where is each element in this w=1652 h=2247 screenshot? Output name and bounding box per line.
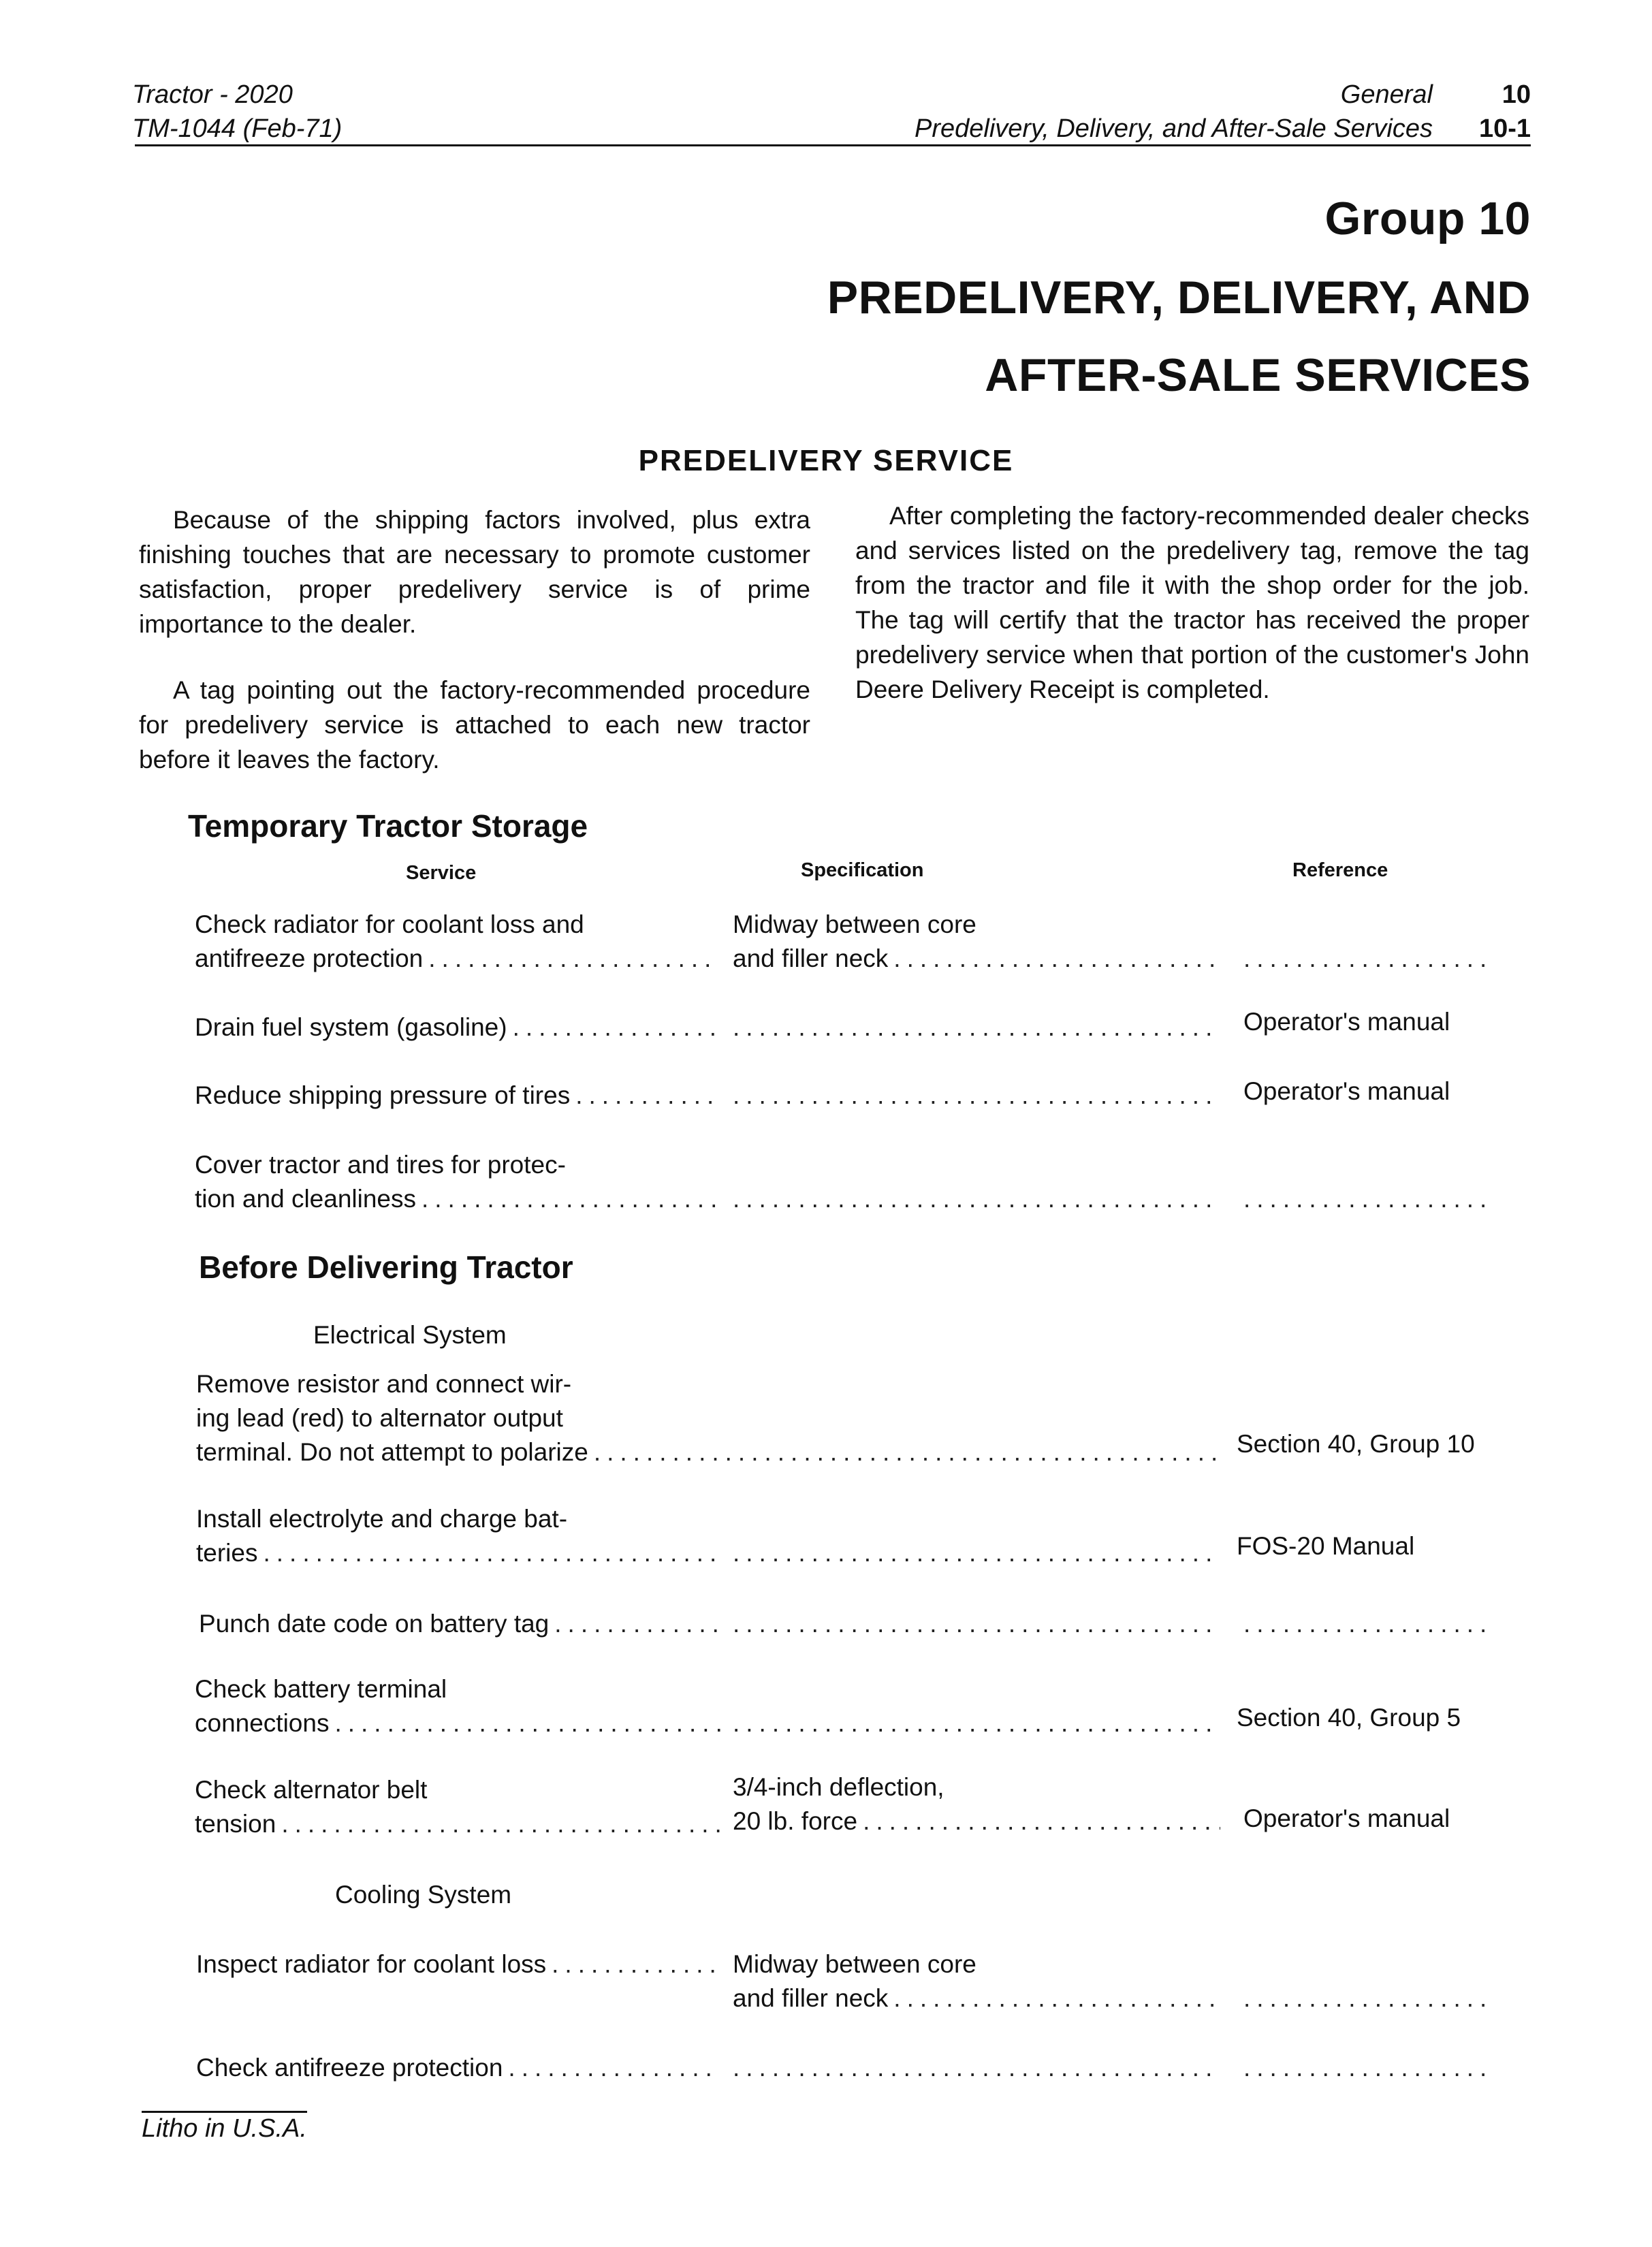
dot-leader — [513, 1010, 719, 1045]
reference-text: Operator's manual — [1243, 1077, 1450, 1105]
dot-leader — [893, 942, 1220, 976]
spec-text: 3/4-inch deflection, — [733, 1773, 944, 1801]
subheading-before-delivering: Before Delivering Tractor — [199, 1249, 573, 1285]
service-text: tension — [195, 1810, 276, 1838]
column-header-reference: Reference — [1292, 859, 1388, 881]
predelivery-paragraph-2: A tag pointing out the factory-recommended procedure for predelivery service is attached to each new tractor before it leaves the factory. — [139, 676, 810, 774]
dot-leader — [508, 2051, 720, 2085]
table-row-spec — [733, 1182, 1220, 1216]
dot-leader — [554, 1607, 720, 1641]
predelivery-right-column — [855, 498, 1529, 707]
header-section-name: General — [1340, 80, 1433, 109]
dot-leader — [1243, 2051, 1487, 2085]
table-row-spec — [733, 1536, 1220, 1570]
service-text: Check battery terminal — [195, 1675, 447, 1703]
section-heading-predelivery: PREDELIVERY SERVICE — [638, 444, 1014, 477]
group-title: Group 10 — [1324, 193, 1531, 244]
header-subtitle: Predelivery, Delivery, and After-Sale Services — [914, 114, 1433, 143]
table-row-spec — [733, 1947, 1220, 2015]
table-row-spec — [733, 1770, 1220, 1838]
service-text: terminal. Do not attempt to polarize — [196, 1438, 588, 1466]
predelivery-paragraph-3: After completing the factory-recommended dealer checks and services listed on the predelivery tag, remove the tag from the tractor and file it with the shop order for the job. The tag will certify that the tractor has received the proper predelivery service when that portion of the customer's John Deere Delivery Receipt is completed. — [855, 502, 1529, 703]
dot-leader — [575, 1079, 719, 1113]
service-text: ing lead (red) to alternator output — [196, 1404, 563, 1432]
service-text: Check alternator belt — [195, 1776, 428, 1804]
dot-leader — [334, 1706, 720, 1740]
table-row-ref — [1243, 942, 1487, 976]
dot-leader — [281, 1807, 720, 1841]
dot-leader — [733, 1536, 1220, 1570]
table-row-spec — [733, 2051, 1220, 2085]
footer-litho: Litho in U.S.A. — [142, 2111, 307, 2144]
service-text: Install electrolyte and charge bat- — [196, 1505, 568, 1533]
service-text: connections — [195, 1709, 330, 1737]
table-row-ref — [1243, 1182, 1487, 1216]
dot-leader — [733, 1182, 1220, 1216]
dot-leader — [594, 1435, 1220, 1469]
table-row-service — [195, 1079, 719, 1113]
table-row-ref — [1243, 2051, 1487, 2085]
system-label-cooling: Cooling System — [335, 1881, 512, 1909]
system-label-electrical: Electrical System — [313, 1321, 507, 1349]
table-row-spec — [733, 1607, 1220, 1641]
table-row-spec — [733, 1010, 1220, 1045]
service-text: Reduce shipping pressure of tires — [195, 1081, 571, 1109]
service-text: Check antifreeze protection — [196, 2054, 503, 2082]
table-row-service — [199, 1607, 720, 1641]
dot-leader — [1243, 1182, 1487, 1216]
table-row-ref — [1243, 1607, 1487, 1641]
dot-leader — [733, 1079, 1220, 1113]
table-row-service — [196, 1367, 1220, 1469]
dot-leader — [263, 1536, 720, 1570]
table-row-ref — [1243, 1981, 1487, 2015]
service-text: antifreeze protection — [195, 944, 424, 972]
page-title-line2: AFTER-SALE SERVICES — [985, 349, 1531, 401]
dot-leader — [422, 1182, 719, 1216]
reference-text: Section 40, Group 5 — [1237, 1704, 1461, 1732]
table-row-service — [195, 1773, 720, 1841]
table-row-service — [195, 908, 719, 976]
subheading-temporary-storage: Temporary Tractor Storage — [188, 808, 588, 844]
predelivery-left-column — [139, 503, 810, 777]
table-row-service — [196, 2051, 720, 2085]
reference-text: Section 40, Group 10 — [1237, 1430, 1475, 1458]
header-section-number: 10 — [1502, 80, 1531, 109]
table-row-service — [195, 1672, 720, 1740]
spec-text: and filler neck — [733, 944, 889, 972]
dot-leader — [428, 942, 719, 976]
table-row-spec — [733, 908, 1220, 976]
dot-leader — [863, 1804, 1220, 1838]
dot-leader — [1243, 942, 1487, 976]
dot-leader — [552, 1947, 720, 1981]
spec-text: Midway between core — [733, 1950, 976, 1978]
header-page-number: 10-1 — [1478, 114, 1531, 143]
header-manual-number: TM-1044 (Feb-71) — [132, 114, 343, 143]
service-text: Remove resistor and connect wir- — [196, 1370, 572, 1398]
dot-leader — [893, 1981, 1220, 2015]
header-tractor-model: Tractor - 2020 — [132, 80, 293, 109]
dot-leader — [1243, 1607, 1487, 1641]
reference-text: FOS-20 Manual — [1237, 1532, 1415, 1560]
header-rule — [135, 144, 1531, 146]
service-text: Cover tractor and tires for protec- — [195, 1151, 566, 1179]
column-header-service: Service — [406, 862, 477, 884]
dot-leader — [1243, 1981, 1487, 2015]
table-row-spec — [733, 1079, 1220, 1113]
table-row-spec — [733, 1706, 1220, 1740]
spec-text: 20 lb. force — [733, 1807, 858, 1835]
service-text: Check radiator for coolant loss and — [195, 910, 584, 938]
table-row-service — [196, 1947, 720, 1981]
dot-leader — [733, 1010, 1220, 1045]
table-row-service — [196, 1502, 720, 1570]
service-text: Inspect radiator for coolant loss — [196, 1950, 547, 1978]
page-title-line1: PREDELIVERY, DELIVERY, AND — [827, 272, 1531, 323]
service-text: Punch date code on battery tag — [199, 1610, 550, 1638]
table-row-service — [195, 1010, 719, 1045]
predelivery-paragraph-1: Because of the shipping factors involved, plus extra finishing touches that are necessary to promote customer satisfaction, proper predelivery service is of prime importance to the dealer. — [139, 506, 810, 638]
service-text: Drain fuel system (gasoline) — [195, 1013, 507, 1041]
reference-text: Operator's manual — [1243, 1804, 1450, 1832]
column-header-specification: Specification — [801, 859, 924, 881]
service-text: teries — [196, 1539, 258, 1567]
spec-text: Midway between core — [733, 910, 976, 938]
spec-text: and filler neck — [733, 1984, 889, 2012]
dot-leader — [733, 1706, 1220, 1740]
dot-leader — [733, 2051, 1220, 2085]
table-row-service — [195, 1148, 719, 1216]
reference-text: Operator's manual — [1243, 1008, 1450, 1036]
dot-leader — [733, 1607, 1220, 1641]
service-text: tion and cleanliness — [195, 1185, 416, 1213]
